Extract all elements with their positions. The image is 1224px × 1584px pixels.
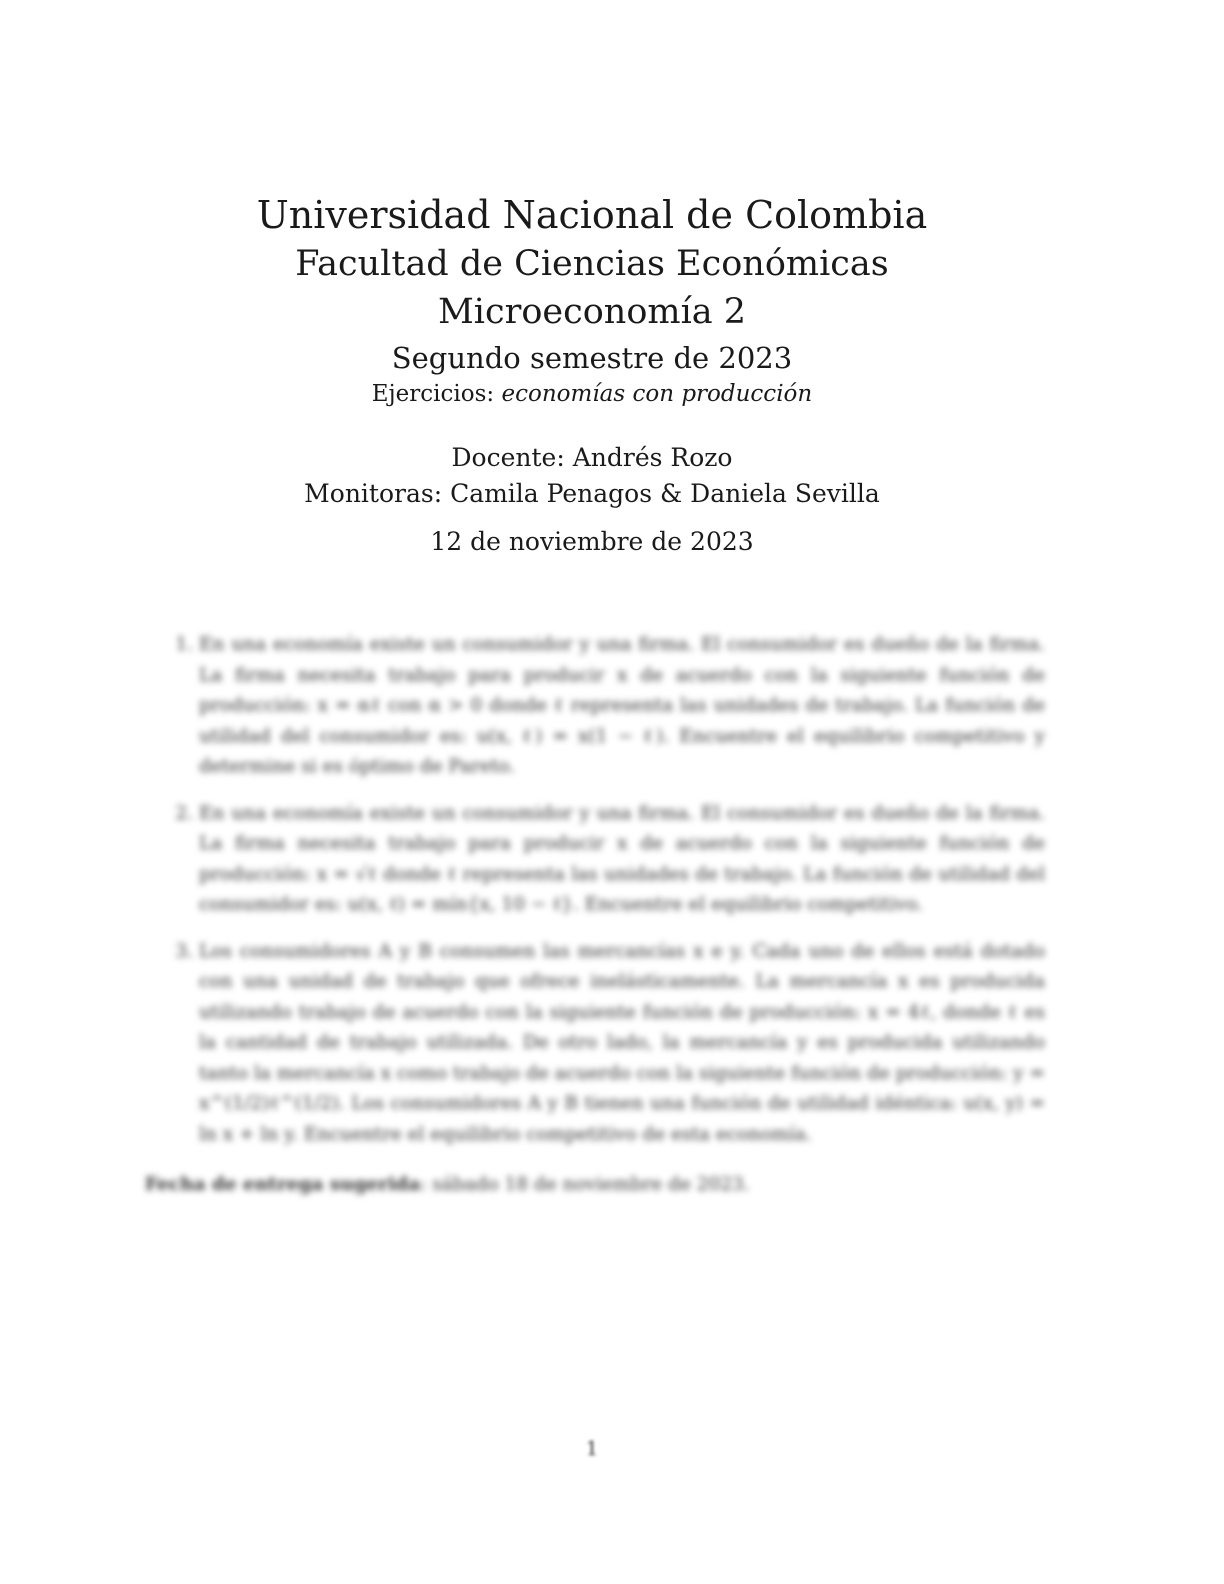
exercises-section [145,630,1045,1201]
exercise-item: 3. Los consumidores A y B consumen las mercancías x e y. Cada uno de ellos está dotado con una unidad de trabajo que ofrece inelásticamente. La mercancía x es producida utilizando trabajo de acuerdo con la siguiente función de producción: x = 4ℓ, donde ℓ es la cantidad de trabajo utilizada. De otro lado, la mercancía y es producida utilizando tanto la mercancía x como trabajo de acuerdo con la siguiente función de producción: y = x^(1/2)ℓ^(1/2). Los consumidores A y B tienen una función de utilidad idéntica: u(x, y) = ln x + ln y. Encuentre el equilibrio competitivo de esta economía. [199,937,1045,1151]
page-number: 1 [585,1436,599,1460]
exercises-title [0,378,1184,410]
exercises-label: Ejercicios: [371,381,495,407]
due-date [145,1170,1045,1201]
university-name: Universidad Nacional de Colombia [256,193,928,237]
semester: Segundo semestre de 2023 [391,341,793,375]
exercise-item: 1. En una economía existe un consumidor y una firma. El consumidor es dueño de la firma. La firma necesita trabajo para producir x de acuerdo con la siguiente función de producción: x = αℓ con α > 0 donde ℓ representa las unidades de trabajo. La función de utilidad del consumidor es: u(x, ℓ) = x(1 − ℓ). Encuentre el equilibrio competitivo y determine si es óptimo de Pareto. [199,630,1045,783]
exercise-item: 2. En una economía existe un consumidor y una firma. El consumidor es dueño de la firma. La firma necesita trabajo para producir x de acuerdo con la siguiente función de producción: x = √ℓ donde ℓ representa las unidades de trabajo. La función de utilidad del consumidor es: u(x, ℓ) = mín{x, 10 − ℓ}. Encuentre el equilibrio competitivo. [199,799,1045,921]
document-header [0,190,1184,560]
exercise-list [145,630,1045,1150]
monitors: Monitoras: Camila Penagos & Daniela Sevilla [304,479,880,508]
document-date: 12 de noviembre de 2023 [430,527,754,556]
due-date-text: : sábado 18 de noviembre de 2023. [420,1174,750,1195]
exercises-topic: economías con producción [501,381,813,407]
due-date-label: Fecha de entrega sugerida [145,1174,421,1195]
course-name: Microeconomía 2 [437,292,747,332]
teacher: Docente: Andrés Rozo [451,443,733,472]
faculty-name: Facultad de Ciencias Económicas [295,244,889,284]
